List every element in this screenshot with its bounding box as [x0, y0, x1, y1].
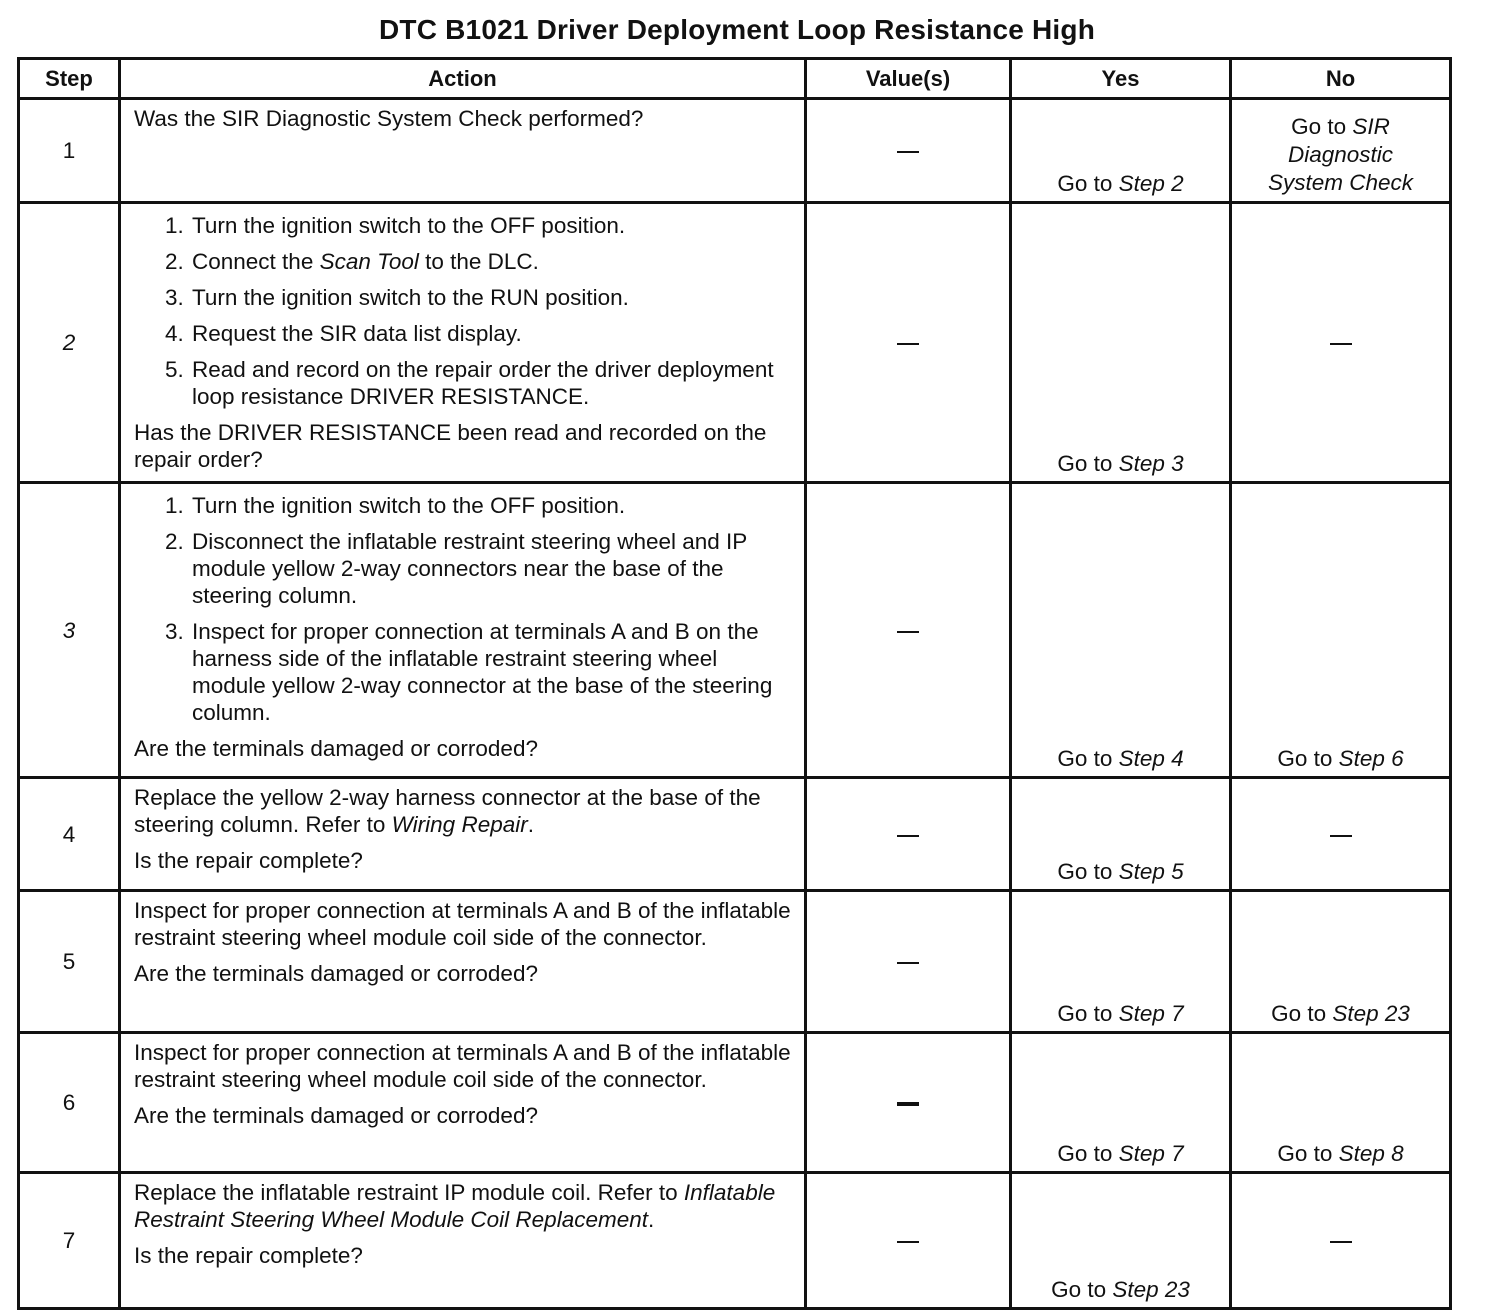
yes-target: Step 5 — [1118, 859, 1184, 884]
action-cell — [120, 99, 806, 203]
no-prefix: Go to — [1291, 114, 1347, 139]
step-number: 6 — [19, 1033, 120, 1173]
dash-mark — [897, 962, 919, 964]
table-row — [19, 1033, 1451, 1173]
yes-cell — [1011, 483, 1231, 778]
yes-target: Step 4 — [1118, 746, 1184, 771]
action-step-italic: Scan Tool — [319, 249, 419, 274]
action-step: 1. Turn the ignition switch to the OFF position. — [190, 492, 794, 519]
action-description-text: . — [648, 1207, 655, 1232]
action-question: Are the terminals damaged or corroded? — [134, 1103, 538, 1128]
value-cell — [806, 891, 1011, 1033]
diagnostic-table — [17, 57, 1452, 1310]
value-cell — [806, 778, 1011, 891]
action-steps — [134, 212, 794, 410]
step-number: 5 — [19, 891, 120, 1033]
value-cell — [806, 1173, 1011, 1309]
yes-prefix: Go to — [1057, 171, 1113, 196]
yes-target: Step 3 — [1118, 451, 1184, 476]
action-description-text: . — [527, 812, 534, 837]
no-cell — [1231, 203, 1451, 483]
dash-mark — [1330, 1241, 1352, 1243]
yes-target: Step 7 — [1118, 1141, 1184, 1166]
page-title: DTC B1021 Driver Deployment Loop Resistance High — [379, 14, 1095, 45]
value-cell — [806, 203, 1011, 483]
action-cell — [120, 483, 806, 778]
table-row — [19, 778, 1451, 891]
header-action: Action — [120, 59, 806, 99]
yes-prefix: Go to — [1057, 746, 1113, 771]
step-number: 2 — [19, 203, 120, 483]
action-cell — [120, 1173, 806, 1309]
no-cell — [1231, 891, 1451, 1033]
value-cell — [806, 99, 1011, 203]
dash-mark — [897, 835, 919, 837]
action-description: Inspect for proper connection at terminals A and B of the inflatable restraint steering wheel module coil side of the connector. — [134, 898, 791, 950]
no-prefix: Go to — [1277, 746, 1333, 771]
action-reference: Wiring Repair — [391, 812, 528, 837]
no-target: System Check — [1267, 170, 1414, 195]
action-question: Is the repair complete? — [134, 1243, 363, 1268]
action-step-text: Connect the — [192, 249, 314, 274]
action-question: Are the terminals damaged or corroded? — [134, 961, 538, 986]
step-number: 7 — [19, 1173, 120, 1309]
dash-mark — [897, 1102, 919, 1106]
yes-cell — [1011, 203, 1231, 483]
action-description-text: Replace the yellow 2-way harness connector at the base of the steering column. Refer to — [134, 785, 761, 837]
action-description — [134, 1179, 794, 1233]
dash-mark — [1330, 343, 1352, 345]
value-cell — [806, 1033, 1011, 1173]
action-description: Inspect for proper connection at terminals A and B of the inflatable restraint steering wheel module coil side of the connector. — [134, 1040, 791, 1092]
action-cell — [120, 203, 806, 483]
action-question: Is the repair complete? — [134, 848, 363, 873]
action-question: Are the terminals damaged or corroded? — [134, 736, 538, 761]
step-number: 3 — [19, 483, 120, 778]
table-row — [19, 203, 1451, 483]
yes-prefix: Go to — [1057, 859, 1113, 884]
yes-target: Step 7 — [1118, 1001, 1184, 1026]
step-number: 4 — [19, 778, 120, 891]
no-target: Diagnostic — [1287, 142, 1394, 167]
table-row — [19, 99, 1451, 203]
no-cell — [1231, 1033, 1451, 1173]
action-step: 5. Read and record on the repair order the driver deployment loop resistance DRIVER RESISTANCE. — [190, 356, 794, 410]
action-step-text: to the DLC. — [425, 249, 539, 274]
header-values: Value(s) — [806, 59, 1011, 99]
header-step: Step — [19, 59, 120, 99]
action-description-text: Replace the inflatable restraint IP module coil. Refer to — [134, 1180, 678, 1205]
yes-prefix: Go to — [1051, 1277, 1107, 1302]
action-step — [190, 248, 794, 275]
no-cell — [1231, 99, 1451, 203]
yes-target: Step 23 — [1112, 1277, 1190, 1302]
no-prefix: Go to — [1277, 1141, 1333, 1166]
dash-mark — [897, 151, 919, 153]
table-row — [19, 483, 1451, 778]
action-step: 4. Request the SIR data list display. — [190, 320, 794, 347]
no-target: Step 23 — [1332, 1001, 1410, 1026]
no-prefix: Go to — [1271, 1001, 1327, 1026]
no-target: SIR — [1352, 114, 1390, 139]
yes-cell — [1011, 891, 1231, 1033]
step-number: 1 — [19, 99, 120, 203]
table-header-row — [19, 59, 1451, 99]
yes-cell — [1011, 99, 1231, 203]
yes-cell — [1011, 778, 1231, 891]
yes-target: Step 2 — [1118, 171, 1184, 196]
action-step: 3. Turn the ignition switch to the RUN position. — [190, 284, 794, 311]
dash-mark — [897, 1241, 919, 1243]
action-question: Has the DRIVER RESISTANCE been read and recorded on the repair order? — [134, 420, 767, 472]
yes-prefix: Go to — [1057, 451, 1113, 476]
action-step: 1. Turn the ignition switch to the OFF position. — [190, 212, 794, 239]
no-target: Step 6 — [1338, 746, 1404, 771]
yes-prefix: Go to — [1057, 1141, 1113, 1166]
dash-mark — [897, 343, 919, 345]
header-yes: Yes — [1011, 59, 1231, 99]
yes-cell — [1011, 1033, 1231, 1173]
action-question: Was the SIR Diagnostic System Check performed? — [134, 106, 644, 131]
no-cell — [1231, 778, 1451, 891]
action-cell — [120, 891, 806, 1033]
action-step: 3. Inspect for proper connection at terminals A and B on the harness side of the inflatable restraint steering wheel module yellow 2-way connector at the base of the steering column. — [190, 618, 794, 726]
action-cell — [120, 778, 806, 891]
table-row — [19, 891, 1451, 1033]
action-reference: Inflatable Restraint Steering Wheel Module Coil Replacement — [134, 1180, 776, 1232]
yes-cell — [1011, 1173, 1231, 1309]
table-row — [19, 1173, 1451, 1309]
action-cell — [120, 1033, 806, 1173]
dash-mark — [897, 631, 919, 633]
action-step: 2. Disconnect the inflatable restraint steering wheel and IP module yellow 2-way connectors near the base of the steering column. — [190, 528, 794, 609]
action-description — [134, 784, 794, 838]
no-target: Step 8 — [1338, 1141, 1404, 1166]
no-cell — [1231, 483, 1451, 778]
yes-prefix: Go to — [1057, 1001, 1113, 1026]
header-no: No — [1231, 59, 1451, 99]
action-steps — [134, 492, 794, 726]
no-cell — [1231, 1173, 1451, 1309]
value-cell — [806, 483, 1011, 778]
dash-mark — [1330, 835, 1352, 837]
